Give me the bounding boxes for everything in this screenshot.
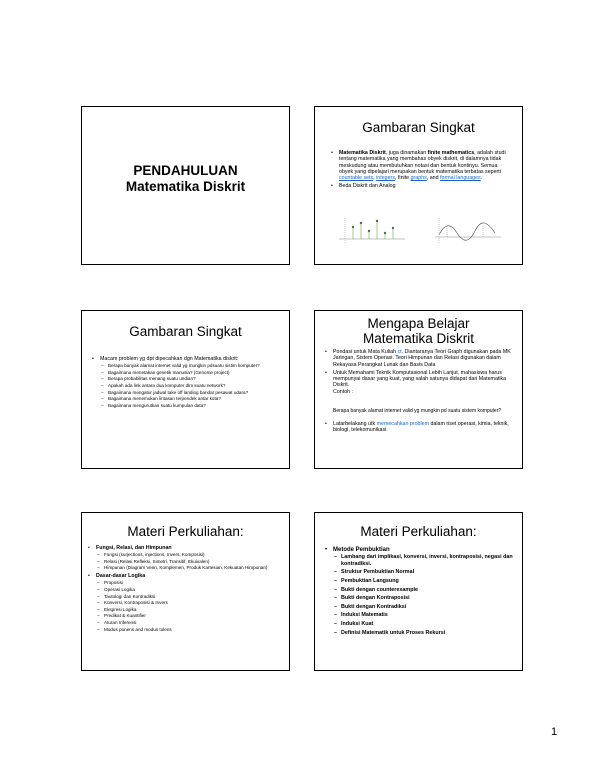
slide-5-g2-item-4: – Konversi, Kontraposisi & Invers (96, 600, 283, 606)
slide-5-g2-item-8: – Modus ponens and modus tolens (96, 627, 283, 633)
slide-5-g1-item-3: – Himpunan (Diagram Venn, Komplemen, Produk Kartesian, Kekuatan Himpunan) (96, 565, 283, 571)
slide-1-title (82, 163, 289, 195)
slide-1-title-line1: PENDAHULUAN (133, 163, 238, 178)
slide-5-group-1 (88, 545, 283, 571)
discrete-analog-illustration (335, 213, 505, 253)
slide-4-b1-b: . Diantaranya Teori Graph digunakan pada MK Jaringan, Sistem Operasi. Teori Himpunan dan Relasi digunakan dalam Rekayasa Perangkat Lunak dan Basis Data (333, 349, 511, 368)
slide-4-bullet-3 (325, 421, 512, 434)
slide-3 (81, 310, 290, 469)
slide-5-group-1-label: Fungsi, Relasi, dan Himpunan (96, 545, 172, 551)
slide-5-g2-item-1: – Proposisi (96, 580, 283, 586)
slide-5-g2-item-5: – Ekspresi Logika (96, 607, 283, 613)
slide-4-contoh-label: Contoh : (333, 388, 354, 395)
slide-3-item-1: – Berapa banyak alamat internet valid yg mungkin pdsuatu sistim komputer? (100, 363, 279, 369)
slide-5 (81, 512, 290, 671)
slide-1 (81, 106, 290, 265)
slide-3-item-5: – Bagaimana mengatur jadwal take off landing bandar pesawat udara? (100, 390, 279, 396)
slide-2-bullet-2: • Beda Diskrit dan Analog (331, 183, 508, 189)
slide-5-bullets (88, 545, 283, 634)
slide-5-g2-item-2: – Operasi Logika (96, 587, 283, 593)
slide-3-item-3: – Berapa probabilitas menang suatu undian? (100, 376, 279, 382)
slide-4-bullets-b (325, 421, 512, 436)
slide-6-item-1: – Lambang dari implikasi, konversi, inversi, kontraposisi, negasi dan kontradiksi. (333, 554, 514, 567)
slide-6-item-7: – Induksi Matematis (333, 612, 514, 619)
slide-3-item-7: – Bagaimana mengurutkan suatu kumpulan data? (100, 403, 279, 409)
link-graphs[interactable]: graphs (410, 175, 427, 182)
slide-4-contoh-text: Berapa banyak alamat internet valid yg mungkin pd suatu sistem komputer? (333, 408, 502, 414)
slide-4-bullets (325, 349, 512, 397)
link-countable-sets[interactable]: countable sets (339, 175, 374, 182)
slide-4-b3-a: Latarbelakang utk (333, 421, 377, 427)
slide-2-b1-sep1: , (373, 175, 377, 182)
slide-5-g2-item-3: – Tautologi dan Kontradiksi (96, 594, 283, 600)
slide-5-g2-item-6: – Predikat & Kuantifier (96, 613, 283, 619)
slide-6-item-4: – Bukti dengan counterexample (333, 587, 514, 594)
slide-6-item-6: – Bukti dengan Kontradiksi (333, 604, 514, 611)
slide-6-title: Materi Perkuliahan: (360, 524, 477, 539)
slide-6-group-1 (325, 547, 514, 636)
slide-4-b2-text: Untuk Memahami Teknik Komputasional Lebih Lanjut, mahasiswa harus mempunyai dasar yang kuat, yang salah satunya didapat dari Matematika Diskrit. (333, 369, 507, 389)
slide-3-b1-text: Macam problem yg dpt dipecahkan dgn Matematika diskrit: (100, 356, 239, 362)
slide-5-group-2-label: Dasar-dasar Logika (96, 573, 146, 580)
slide-5-g2-item-7: – Aturan Inferensi (96, 620, 283, 626)
slide-4-title: Mengapa Belajar Matematika Diskrit (362, 316, 475, 346)
slide-6 (314, 512, 523, 671)
slide-5-group-2-list (96, 580, 283, 632)
link-integers[interactable]: integers (376, 175, 395, 182)
slide-3-item-2: – Bagaimana menetakan genetik manusia? (Genome project) (100, 370, 279, 376)
slide-2-b1-bold: Matematika Diskrit (339, 150, 386, 156)
slide-6-item-2: – Struktur Pembuktian Normal (333, 569, 514, 576)
analog-signal-plot (435, 217, 501, 243)
slide-2-b1-sep2: , finite (394, 175, 411, 182)
slide-1-title-line2: Matematika Diskrit (125, 179, 246, 194)
slide-2-b1-end: . (480, 175, 483, 182)
slide-2-bullets (331, 150, 508, 192)
slide-2-b1-text1: , juga dinamakan (385, 150, 428, 156)
slide-5-g1-item-1: – Fungsi (surjections, injections, Invers, Komposisi) (96, 552, 283, 558)
slide-6-item-3: – Pembuktian Langsung (333, 578, 514, 585)
slide-6-group-1-label: Metode Pembuktian (333, 547, 390, 553)
slide-4-b3-b: dalam riset operasi, kimia, teknik, biologi, telekomunikasi. (333, 421, 509, 434)
slide-3-sublist (100, 363, 279, 408)
slide-3-item-6: – Bagaimana menemukan lintasan terpendek antar kota? (100, 396, 279, 402)
slide-5-g1-item-2: – Relasi (Relasi Refleksi, Simetri, Transitif, Ekuivalen) (96, 559, 283, 565)
link-ct[interactable]: ct (397, 349, 402, 355)
slide-2-b1-bold2: finite mathematics (427, 150, 475, 156)
slide-6-list (333, 554, 514, 636)
slide-6-item-5: – Bukti dengan Kontraposisi (333, 595, 514, 602)
slide-2-title: Gambaran Singkat (362, 120, 475, 135)
link-formal-languages[interactable]: formal languages (440, 175, 481, 182)
slide-2-b1-sep3: , and (426, 175, 441, 182)
slide-3-title: Gambaran Singkat (129, 324, 242, 339)
slide-2-bullet-1 (331, 150, 508, 181)
slide-5-title: Materi Perkuliahan: (127, 524, 244, 539)
slide-3-bullet-1 (92, 356, 279, 408)
slide-4-bullet-1 (325, 349, 512, 368)
slide-5-group-2 (88, 573, 283, 632)
discrete-signal-plot (339, 217, 405, 243)
page-number: 1 (551, 726, 558, 738)
slide-5-group-1-list (96, 552, 283, 571)
slide-4-bullet-2 (325, 370, 512, 395)
slide-6-item-9: – Definisi Matematik untuk Proses Rekursi (333, 630, 514, 637)
slide-2 (314, 106, 523, 265)
slide-3-bullets (92, 356, 279, 410)
slide-2-b1-text2: , adalah studi tentang matematika yang membahas obyek diskrit, di dalamnya tidak meskudung atau membutuhkan notasi dan bentuk kontinyu. Semua obyek yang dipelajari merupakan bentuk matematika terbatas seperti (339, 150, 506, 175)
slide-3-item-4: – Apakah ada link antara dua komputer dlm suatu network? (100, 383, 279, 389)
slide-6-bullets (325, 547, 514, 638)
slide-4-b1-a: Pondasi untuk Mata Kuliah (333, 349, 398, 355)
slide-4 (314, 310, 523, 469)
slide-6-item-8: – Induksi Kuat (333, 621, 514, 628)
link-memecahkan-problem[interactable]: memecahkan problem (376, 421, 429, 427)
